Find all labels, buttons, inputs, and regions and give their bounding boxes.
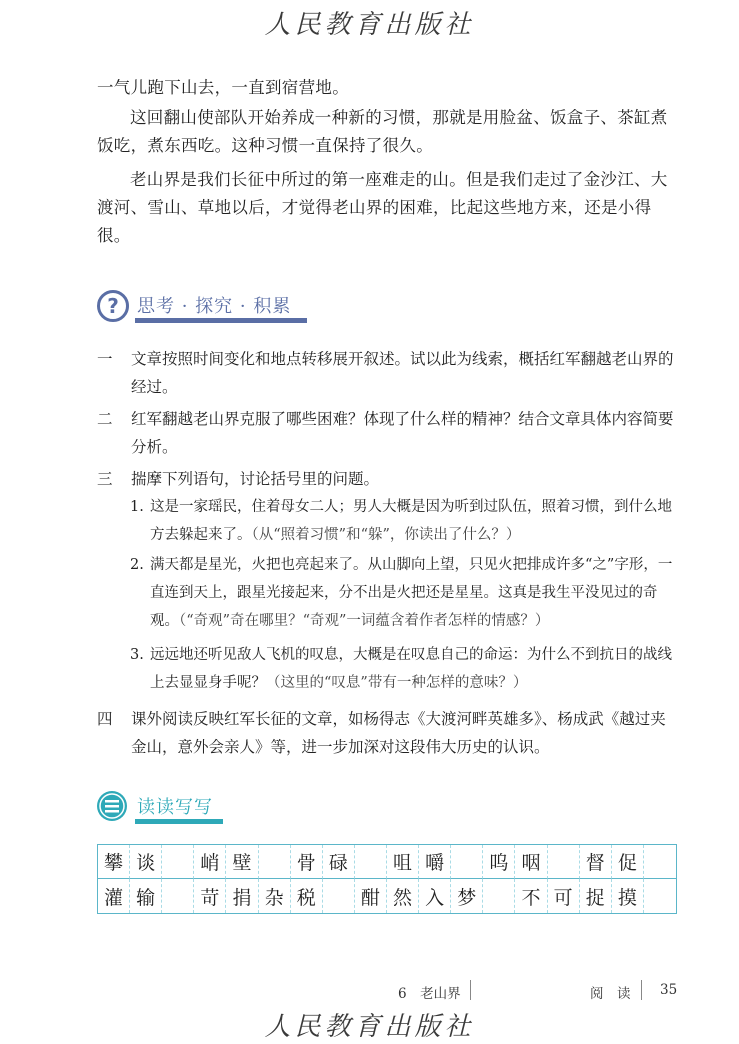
vocab-cell: 咀 xyxy=(387,845,419,879)
vocab-cell: 壁 xyxy=(226,845,258,879)
question-text: 课外阅读反映红军长征的文章，如杨得志《大渡河畔英雄多》、杨成武《越过夹金山，意外会亲人》等，进一步加深对这段伟大历史的认识。 xyxy=(131,710,666,756)
vocab-cell xyxy=(259,845,291,879)
footer-unit: 阅 读 xyxy=(590,986,631,1002)
vocab-cell xyxy=(451,845,483,879)
vocab-cell xyxy=(162,879,194,913)
vocab-cell: 碌 xyxy=(323,845,355,879)
vocab-cell: 摸 xyxy=(612,879,644,913)
vocab-cell: 梦 xyxy=(451,879,483,913)
vocab-cell: 输 xyxy=(130,879,162,913)
sub-question-number: 3. xyxy=(130,647,144,663)
question-item xyxy=(97,465,682,493)
vocab-cell: 督 xyxy=(580,845,612,879)
question-number: 一 xyxy=(97,350,113,368)
vocab-cell: 可 xyxy=(548,879,580,913)
question-number: 四 xyxy=(97,710,113,728)
sub-question-text: 这是一家瑶民，住着母女二人；男人大概是因为听到过队伍，照着习惯，到什么地方去躲起来了。 xyxy=(150,499,672,543)
footer-lesson: 6 老山界 xyxy=(398,986,461,1002)
vocab-cell: 呜 xyxy=(483,845,515,879)
vocab-cell xyxy=(323,879,355,913)
body-paragraph: 这回翻山使部队开始养成一种新的习惯，那就是用脸盆、饭盒子、茶缸煮饭吃，煮东西吃。这种习惯一直保持了很久。 xyxy=(97,108,668,155)
sub-question-number: 1. xyxy=(130,499,144,515)
section-heading-readwrite xyxy=(97,791,257,829)
sub-question-text: 满天都是星光，火把也亮起来了。从山脚向上望，只见火把排成许多“之”字形，一直连到天上，跟星光接起来，分不出是火把还是星星。这真是我生平没见过的奇观。 xyxy=(150,557,673,629)
sub-question-note: （这里的“叹息”带有一种怎样的意味？） xyxy=(266,675,528,691)
vocab-cell: 灌 xyxy=(98,879,130,913)
vocab-cell: 酣 xyxy=(355,879,387,913)
footer-divider xyxy=(641,980,642,1000)
publisher-logo: 人民教育出版社 xyxy=(264,1012,475,1042)
section-title: 读读写写 xyxy=(137,797,213,818)
question-item xyxy=(97,405,682,461)
question-mark-icon: ? xyxy=(97,290,129,322)
vocab-cell: 骨 xyxy=(291,845,323,879)
vocab-cell: 攀 xyxy=(98,845,130,879)
vocab-cell: 税 xyxy=(291,879,323,913)
vocab-cell xyxy=(162,845,194,879)
vocab-cell xyxy=(355,845,387,879)
body-paragraph: 老山界是我们长征中所过的第一座难走的山。但是我们走过了金沙江、大渡河、雪山、草地以后，才觉得老山界的困难，比起这些地方来，还是小得很。 xyxy=(97,170,668,245)
vocab-grid xyxy=(97,844,677,914)
question-text: 文章按照时间变化和地点转移展开叙述。试以此为线索，概括红军翻越老山界的经过。 xyxy=(131,350,674,396)
vocab-cell: 嚼 xyxy=(419,845,451,879)
vocab-cell: 入 xyxy=(419,879,451,913)
question-number: 二 xyxy=(97,410,113,428)
footer-divider xyxy=(470,980,471,1000)
section-underline xyxy=(135,819,223,824)
vocab-cell xyxy=(644,845,676,879)
vocab-cell: 捐 xyxy=(226,879,258,913)
sub-question-number: 2. xyxy=(130,557,144,573)
vocab-cell: 不 xyxy=(515,879,547,913)
question-text: 红军翻越老山界克服了哪些困难？体现了什么样的精神？结合文章具体内容简要分析。 xyxy=(131,410,674,456)
section-title: 思考 · 探究 · 积累 xyxy=(137,296,292,317)
vocab-cell: 苛 xyxy=(194,879,226,913)
body-paragraph: 一气儿跑下山去，一直到宿营地。 xyxy=(97,78,349,97)
page-number: 35 xyxy=(660,982,678,998)
question-item xyxy=(97,345,682,401)
sub-question-note: （“奇观”奇在哪里？“奇观”一词蕴含着作者怎样的情感？） xyxy=(179,613,550,629)
vocab-cell: 促 xyxy=(612,845,644,879)
sub-question-text: 远远地还听见敌人飞机的叹息，大概是在叹息自己的命运：为什么不到抗日的战线上去显显身手呢？ xyxy=(150,647,672,691)
publisher-logo: 人民教育出版社 xyxy=(264,10,475,40)
vocab-cell: 然 xyxy=(387,879,419,913)
vocab-cell: 谈 xyxy=(130,845,162,879)
question-item xyxy=(97,705,682,761)
question-text: 揣摩下列语句，讨论括号里的问题。 xyxy=(131,470,380,488)
vocab-cell: 咽 xyxy=(515,845,547,879)
vocab-cell: 捉 xyxy=(580,879,612,913)
section-underline xyxy=(135,318,307,323)
sub-question-note: （从“照着习惯”和“躲”，你读出了什么？） xyxy=(251,527,521,543)
section-heading-think xyxy=(97,290,317,328)
vocab-cell: 杂 xyxy=(259,879,291,913)
vocab-cell xyxy=(548,845,580,879)
vocab-cell: 峭 xyxy=(194,845,226,879)
question-number: 三 xyxy=(97,470,113,488)
vocab-cell xyxy=(483,879,515,913)
vocab-cell xyxy=(644,879,676,913)
lines-icon xyxy=(97,791,127,821)
